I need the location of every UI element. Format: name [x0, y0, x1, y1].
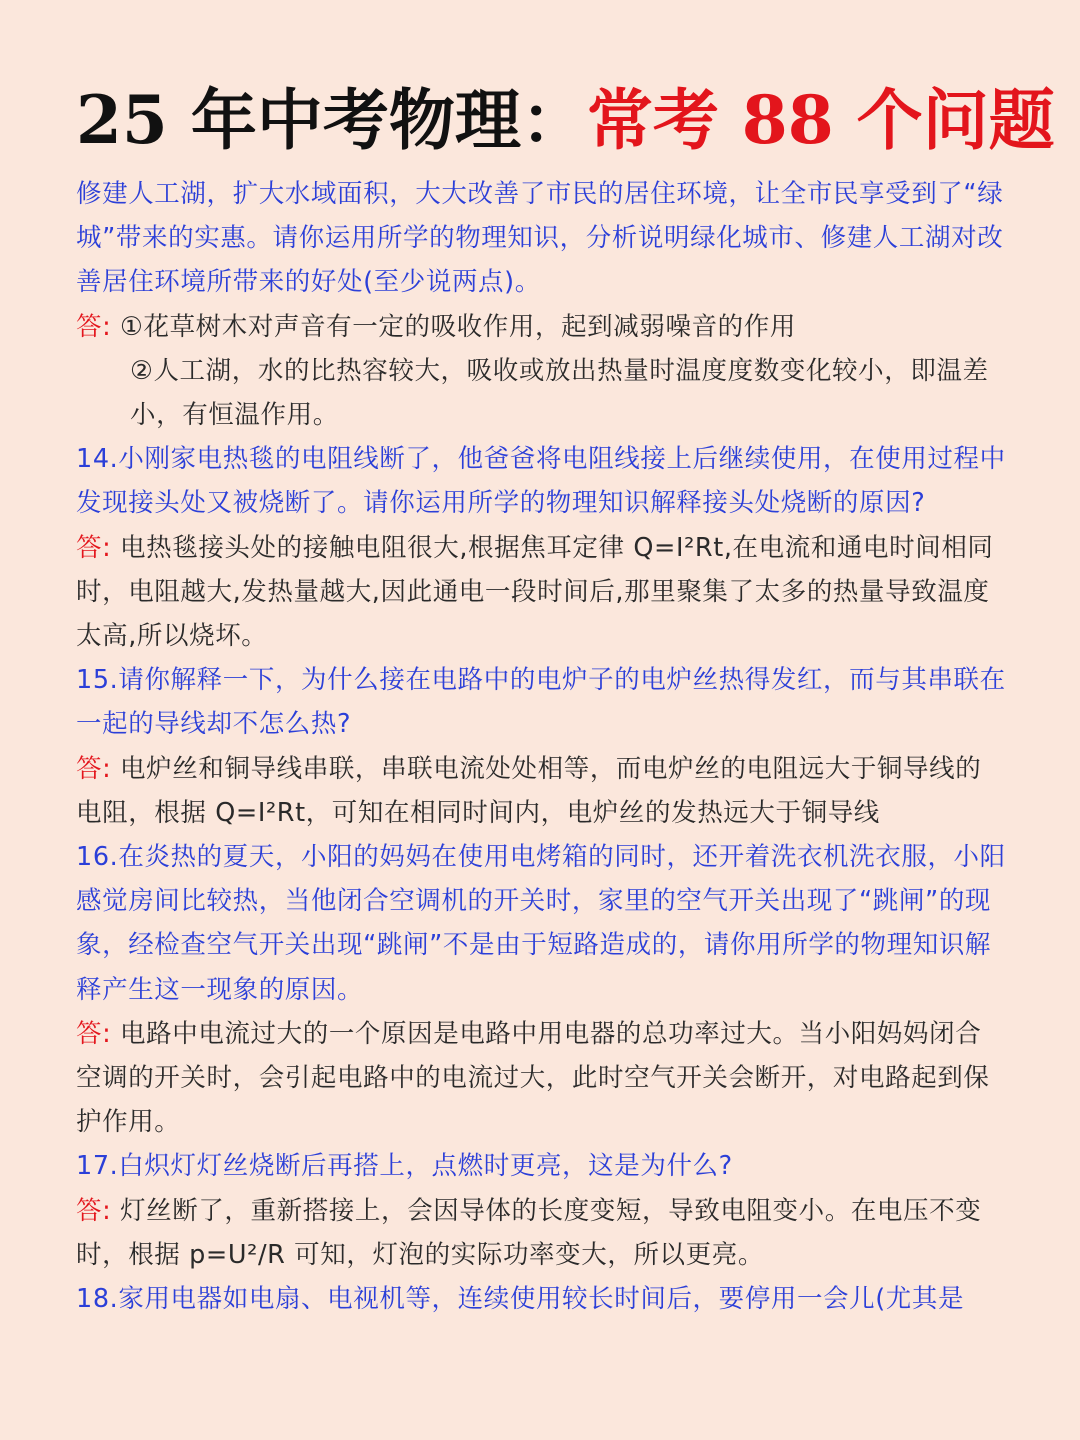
- answer-paragraph: [76, 526, 1006, 659]
- answer-line: ②人工湖，水的比热容较大，吸收或放出热量时温度度数变化较小，即温差小，有恒温作用。: [130, 355, 989, 431]
- answer-text: ①花草树木对声音有一定的吸收作用，起到减弱噪音的作用: [120, 311, 796, 342]
- title-part-black: 25 年中考物理：: [76, 81, 587, 159]
- answer-label: 答:: [76, 1195, 112, 1226]
- answer-text: 电路中电流过大的一个原因是电路中用电器的总功率过大。当小阳妈妈闭合空调的开关时，会引起电路中的电流过大，此时空气开关会断开，对电路起到保护作用。: [76, 1018, 990, 1138]
- question-text: 17.白炽灯灯丝烧断后再搭上，点燃时更亮，这是为什么?: [76, 1151, 733, 1182]
- question-text: 修建人工湖，扩大水域面积，大大改善了市民的居住环境，让全市民享受到了“绿城”带来的实惠。请你运用所学的物理知识，分析说明绿化城市、修建人工湖对改善居住环境所带来的好处(至少说两点)。: [76, 179, 1004, 298]
- answer-paragraph: [76, 1189, 1006, 1277]
- answer-label: 答:: [76, 753, 112, 784]
- page-title: [76, 0, 1055, 172]
- answer-label: 答:: [76, 311, 112, 342]
- answer-paragraph: [76, 1012, 1006, 1145]
- answer-label: 答:: [76, 1018, 112, 1049]
- answer-text: 电热毯接头处的接触电阻很大,根据焦耳定律 Q=I²Rt,在电流和通电时间相同时，电阻越大,发热量越大,因此通电一段时间后,那里聚集了太多的热量导致温度太高,所以烧坏。: [76, 532, 994, 652]
- question-text: 15.请你解释一下，为什么接在电路中的电炉子的电炉丝热得发红，而与其串联在一起的导线却不怎么热?: [76, 665, 1006, 740]
- qa-content: [76, 172, 1006, 1321]
- question-text: 18.家用电器如电扇、电视机等，连续使用较长时间后，要停用一会儿(尤其是: [76, 1284, 965, 1315]
- title-part-red: 常考 88 个问题: [586, 81, 1055, 159]
- question-text: 14.小刚家电热毯的电阻线断了，他爸爸将电阻线接上后继续使用，在使用过程中发现接头处又被烧断了。请你运用所学的物理知识解释接头处烧断的原因?: [76, 444, 1006, 519]
- answer-line: [76, 305, 1006, 349]
- answer-paragraph: [76, 747, 1006, 835]
- answer-text: 灯丝断了，重新搭接上，会因导体的长度变短，导致电阻变小。在电压不变时，根据 p=U²/R 可知，灯泡的实际功率变大，所以更亮。: [76, 1195, 982, 1270]
- answer-label: 答:: [76, 532, 112, 563]
- answer-text: 电炉丝和铜导线串联，串联电流处处相等，而电炉丝的电阻远大于铜导线的电阻，根据 Q=I²Rt，可知在相同时间内，电炉丝的发热远大于铜导线: [76, 753, 982, 828]
- question-text: 16.在炎热的夏天，小阳的妈妈在使用电烤箱的同时，还开着洗衣机洗衣服，小阳感觉房间比较热，当他闭合空调机的开关时，家里的空气开关出现了“跳闸”的现象，经检查空气开关出现“跳闸”不是由于短路造成的，请你用所学的物理知识解释产生这一现象的原因。: [76, 842, 1006, 1005]
